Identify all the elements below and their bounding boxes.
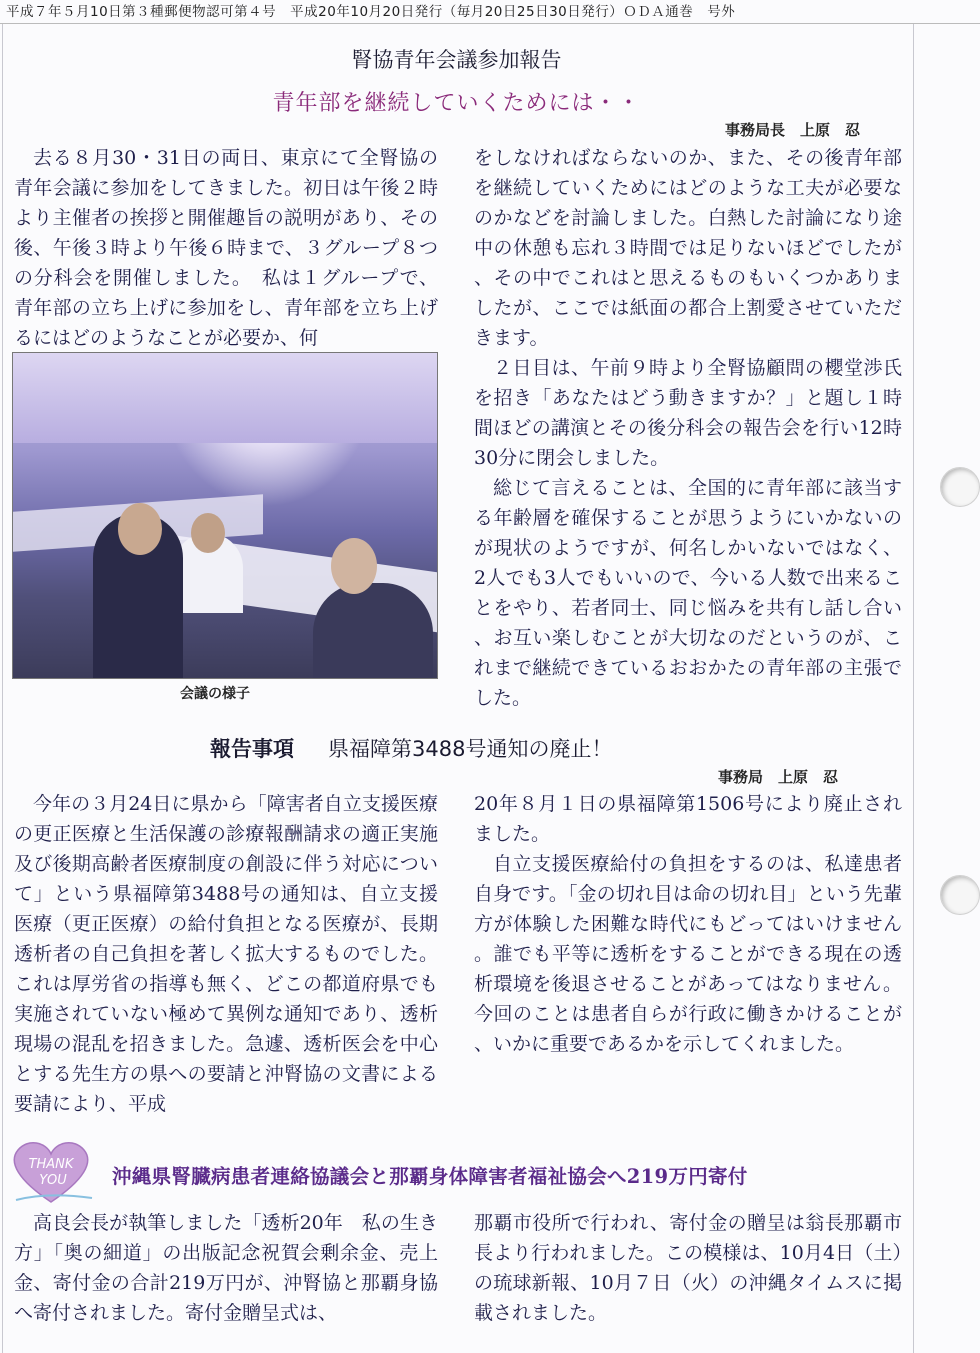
article1-left-column: [14, 143, 438, 353]
article1-subtitle: 青年部を継続していくためには・・: [272, 91, 641, 116]
page-border-right: [913, 24, 914, 1353]
paragraph: ２日目は、午前９時より全腎協顧問の櫻堂渉氏を招き「あなたはどう動きますか？」と題し１時間ほどの講演とその後分科会の報告会を行い12時30分に閉会しました。: [474, 357, 902, 469]
article3-title: 沖縄県腎臓病患者連絡協議会と那覇身体障害者福祉協会へ219万円寄付: [112, 1165, 748, 1188]
article2-right-column: [474, 789, 902, 1059]
paragraph: 自立支援医療給付の負担をするのは、私達患者自身です。「金の切れ目は命の切れ目」という先輩方が体験した困難な時代にもどってはいけません。誰でも平等に透析をすることができる現在の透析環境を後退させることがあってはなりません。今回のことは患者自らが行政に働きかけることが、いかに重要であるかを示してくれました。: [474, 853, 902, 1055]
binder-hole: [940, 467, 980, 507]
paragraph: 今年の３月24日に県から「障害者自立支援医療の更正医療と生活保護の診療報酬請求の適正実施及び後期高齢者医療制度の創設に伴う対応について」という県福障第3488号の通知は、自立支援医療（更正医療）の給付負担となる医療が、長期透析者の自己負担を著しく拡大するものでした。これは厚労省の指導も無く、どこの都道府県でも実施されていない極めて異例な通知であり、透析現場の混乱を招きました。急遽、透析医会を中心とする先生方の県への要請と沖腎協の文書による要請により、平成: [14, 793, 438, 1115]
article2-heading: [210, 733, 612, 763]
article2-title: 県福障第3488号通知の廃止！: [328, 737, 613, 761]
page-header: 平成７年５月10日第３種郵便物認可第４号 平成20年10月20日発行（毎月20日25日30日発行）ＯＤＡ通巻 号外: [0, 0, 980, 24]
paragraph: 20年８月１日の県福障第1506号により廃止されました。: [474, 793, 902, 845]
meeting-photo: [12, 352, 438, 679]
badge-line2: YOU: [39, 1173, 67, 1188]
paragraph: 総じて言えることは、全国的に青年部に該当する年齢層を確保することが思うようにいかないのが現状のようですが、何名しかいないではなく、2人でも3人でもいいので、今いる人数で出来ることをやり、若者同士、同じ悩みを共有し話し合い、お互い楽しむことが大切なのだというのが、これまで継続できているおおかたの青年部の主張でした。: [474, 477, 902, 709]
article2-author: 事務局 上原 忍: [718, 768, 839, 786]
article3-left-column: [14, 1208, 438, 1328]
paragraph: 去る８月30・31日の両日、東京にて全腎協の青年会議に参加をしてきました。初日は午後２時より主催者の挨拶と開催趣旨の説明があり、その後、午後３時より午後６時まで、３グループ８つの分科会を開催しました。 私は１グループで、青年部の立ち上げに参加をし、青年部を立ち上げるにはどのようなことが必要か、何: [14, 147, 438, 349]
article3-right-column: [474, 1208, 902, 1328]
report-label: 報告事項: [210, 737, 294, 761]
photo-caption: 会議の様子: [180, 686, 250, 702]
badge-line1: THANK: [28, 1157, 74, 1172]
binder-hole: [940, 875, 980, 915]
article1-title: 腎協青年会議参加報告: [351, 48, 562, 72]
paragraph: 高良会長が執筆しました「透析20年 私の生き方」「奥の細道」の出版記念祝賀会剰余金、売上金、寄付金の合計219万円が、沖腎協と那覇身協へ寄付されました。寄付金贈呈式は、: [14, 1212, 438, 1324]
thank-you-heart-icon: [8, 1140, 94, 1206]
article2-left-column: [14, 789, 438, 1119]
article1-right-column: [474, 143, 902, 713]
article1-author: 事務局長 上原 忍: [725, 121, 861, 139]
paragraph: 那覇市役所で行われ、寄付金の贈呈は翁長那覇市長より行われました。この模様は、10月4日（土）の琉球新報、10月７日（火）の沖縄タイムスに掲載されました。: [474, 1212, 902, 1324]
paragraph: をしなければならないのか、また、その後青年部を継続していくためにはどのような工夫が必要なのかなどを討論しました。白熱した討論になり途中の休憩も忘れ３時間では足りないほどでしたが、その中でこれはと思えるものもいくつかありましたが、ここでは紙面の都合上割愛させていただきます。: [474, 147, 902, 349]
page-border-left: [2, 24, 3, 1353]
